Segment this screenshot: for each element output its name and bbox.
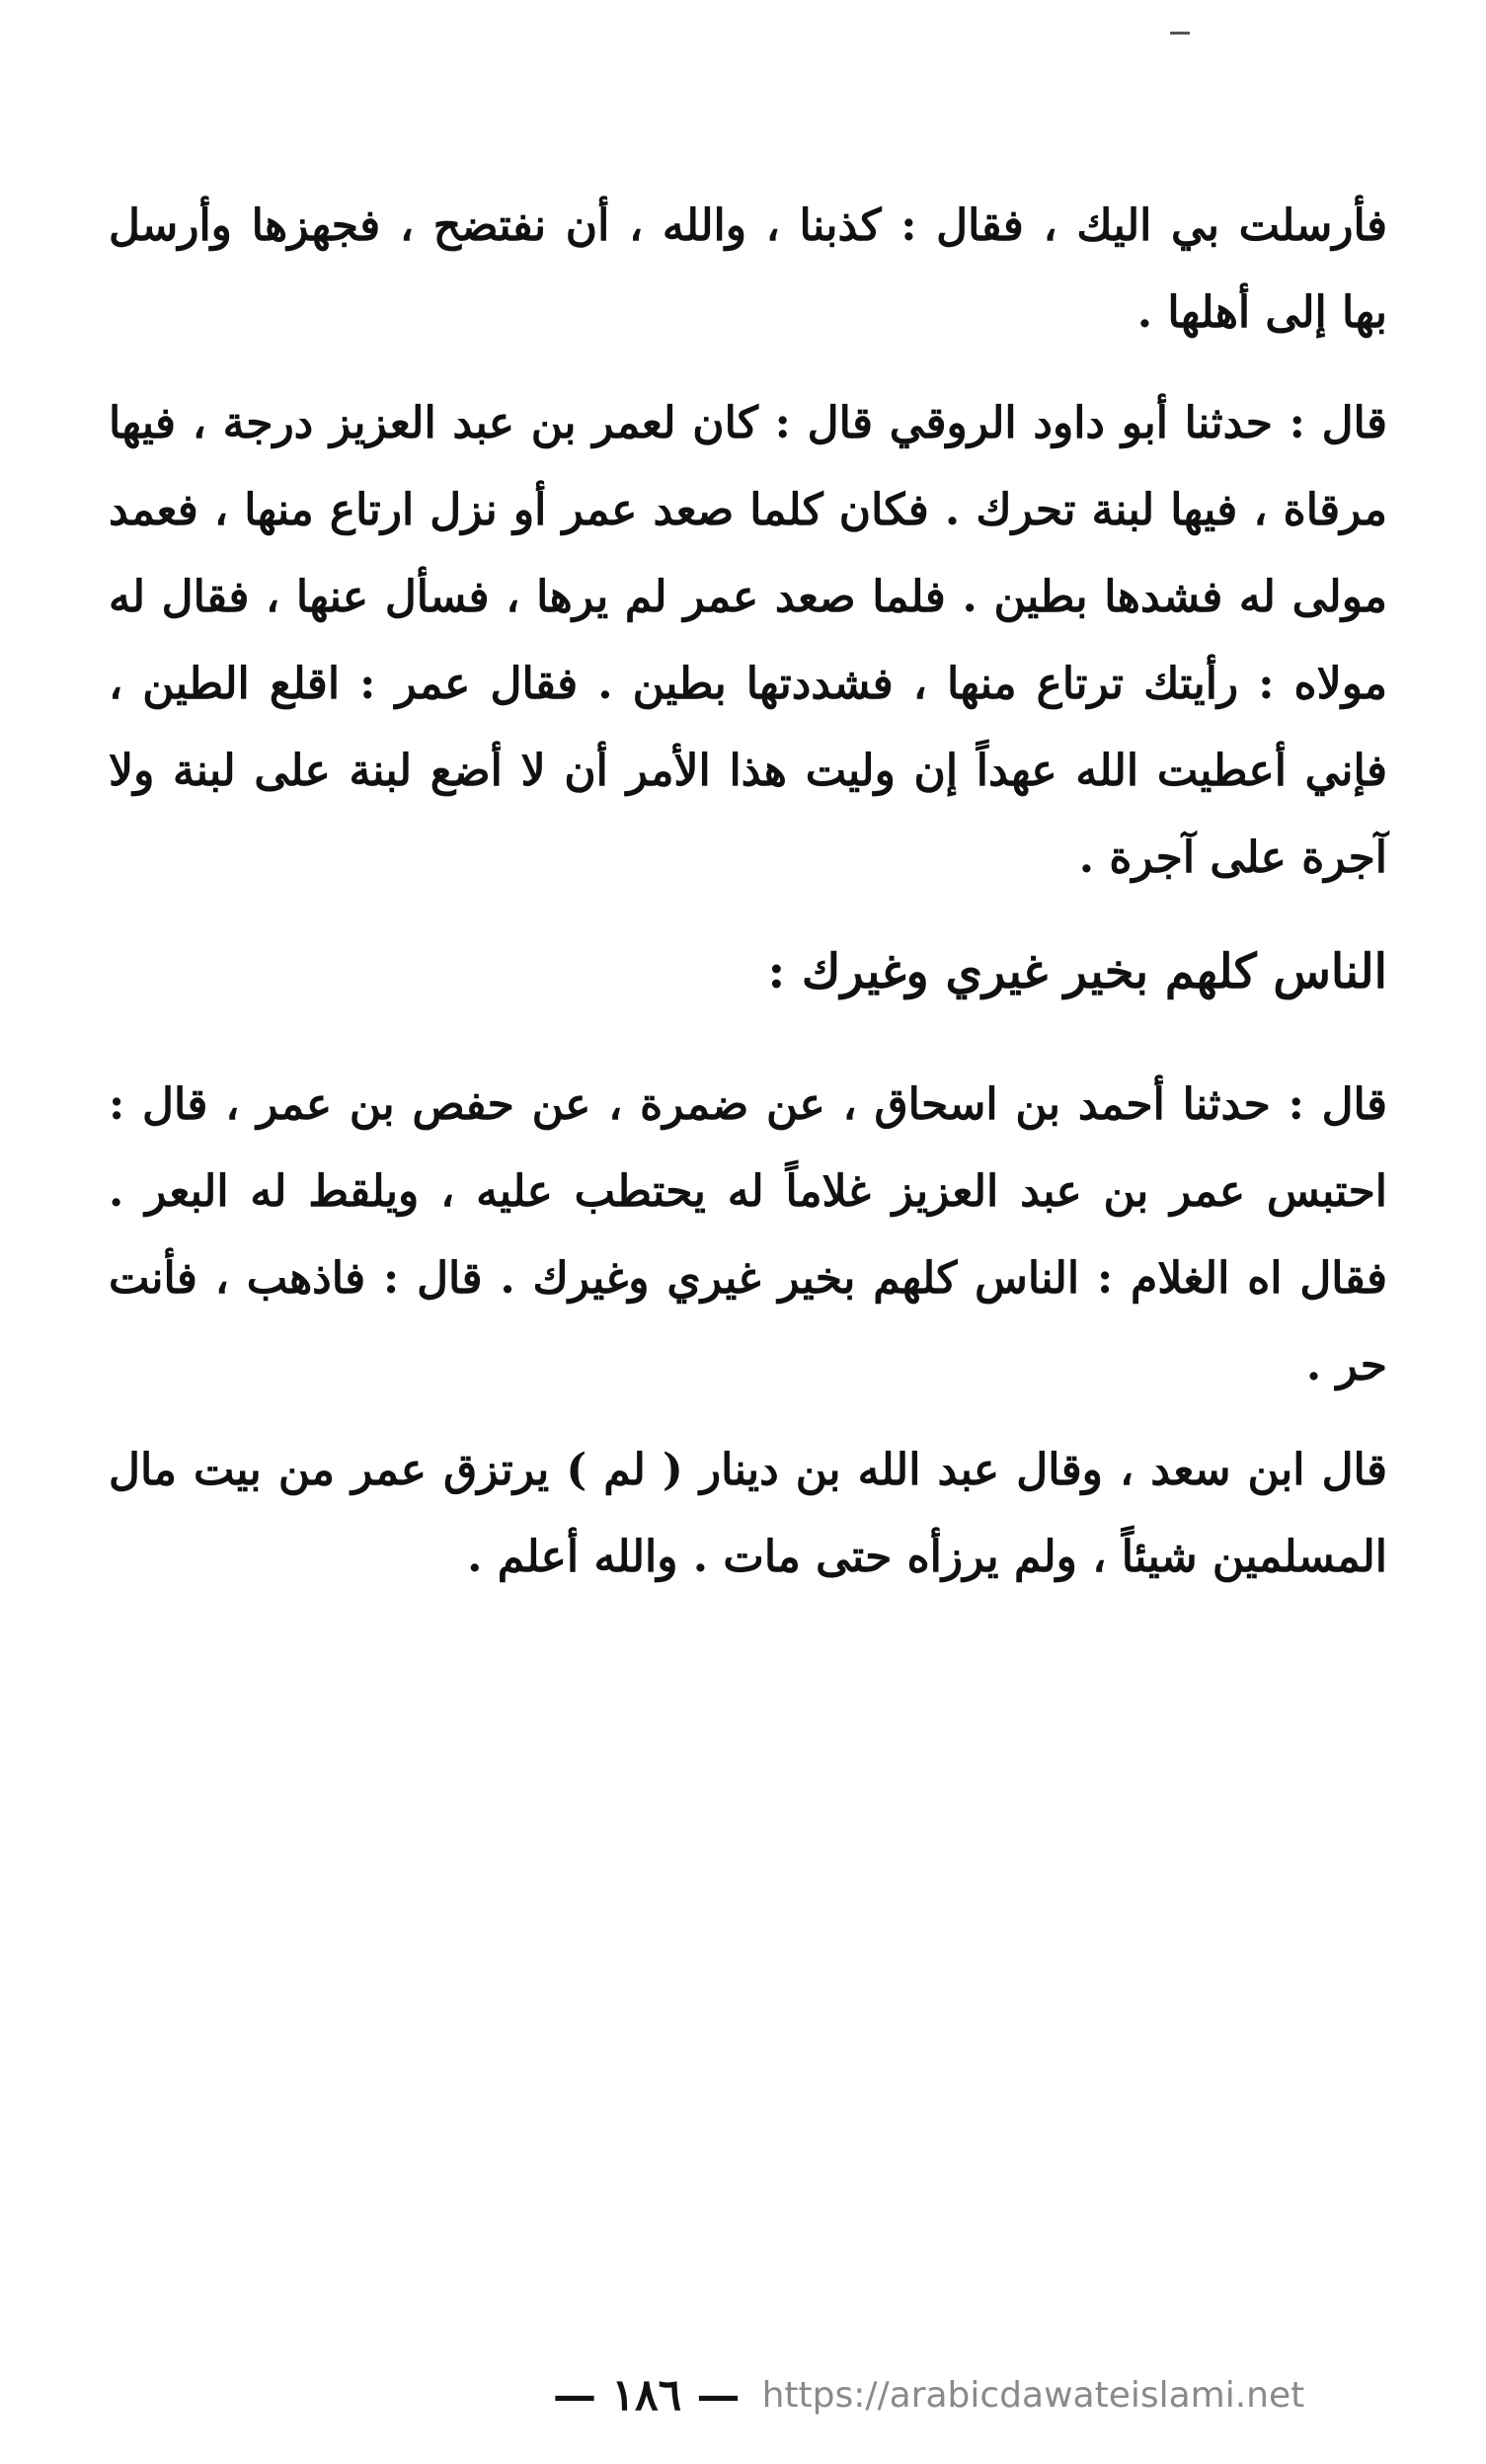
top-mark	[1170, 32, 1190, 35]
section-heading: الناس كلهم بخير غيري وغيرك :	[767, 944, 1387, 999]
paragraph-4: قال ابن سعد ، وقال عبد الله بن دينار ( لم ) يرتزق عمر من بيت مال المسلمين شيئاً ، ولم يرزأه حتى مات . والله أعلم .	[109, 1445, 1387, 1582]
page-footer	[553, 2365, 1402, 2424]
paragraph-1: فأرسلت بي اليك ، فقال : كذبنا ، والله ، أن نفتضح ، فجهزها وأرسل بها إلى أهلها .	[109, 200, 1387, 338]
paragraph-3: قال : حدثنا أحمد بن اسحاق ، عن ضمرة ، عن حفص بن عمر ، قال : احتبس عمر بن عبد العزيز غلاماً له يحتطب عليه ، ويلقط له البعر . فقال اه الغلام : الناس كلهم بخير غيري وغيرك . قال : فاذهب ، فأنت حر .	[109, 1079, 1387, 1391]
paragraph-2: قال : حدثنا أبو داود الروقي قال : كان لعمر بن عبد العزيز درجة ، فيها مرقاة ، فيها لبنة تحرك . فكان كلما صعد عمر أو نزل ارتاع منها ، فعمد مولى له فشدها بطين . فلما صعد عمر لم يرها ، فسأل عنها ، فقال له مولاه : رأيتك ترتاع منها ، فشددتها بطين . فقال عمر : اقلع الطين ، فإني أعطيت الله عهداً إن وليت هذا الأمر أن لا أضع لبنة على لبنة ولا آجرة على آجرة .	[109, 398, 1387, 883]
page-number: — ١٨٦ —	[553, 2369, 741, 2421]
watermark-url[interactable]: https://arabicdawateislami.net	[761, 2374, 1305, 2416]
